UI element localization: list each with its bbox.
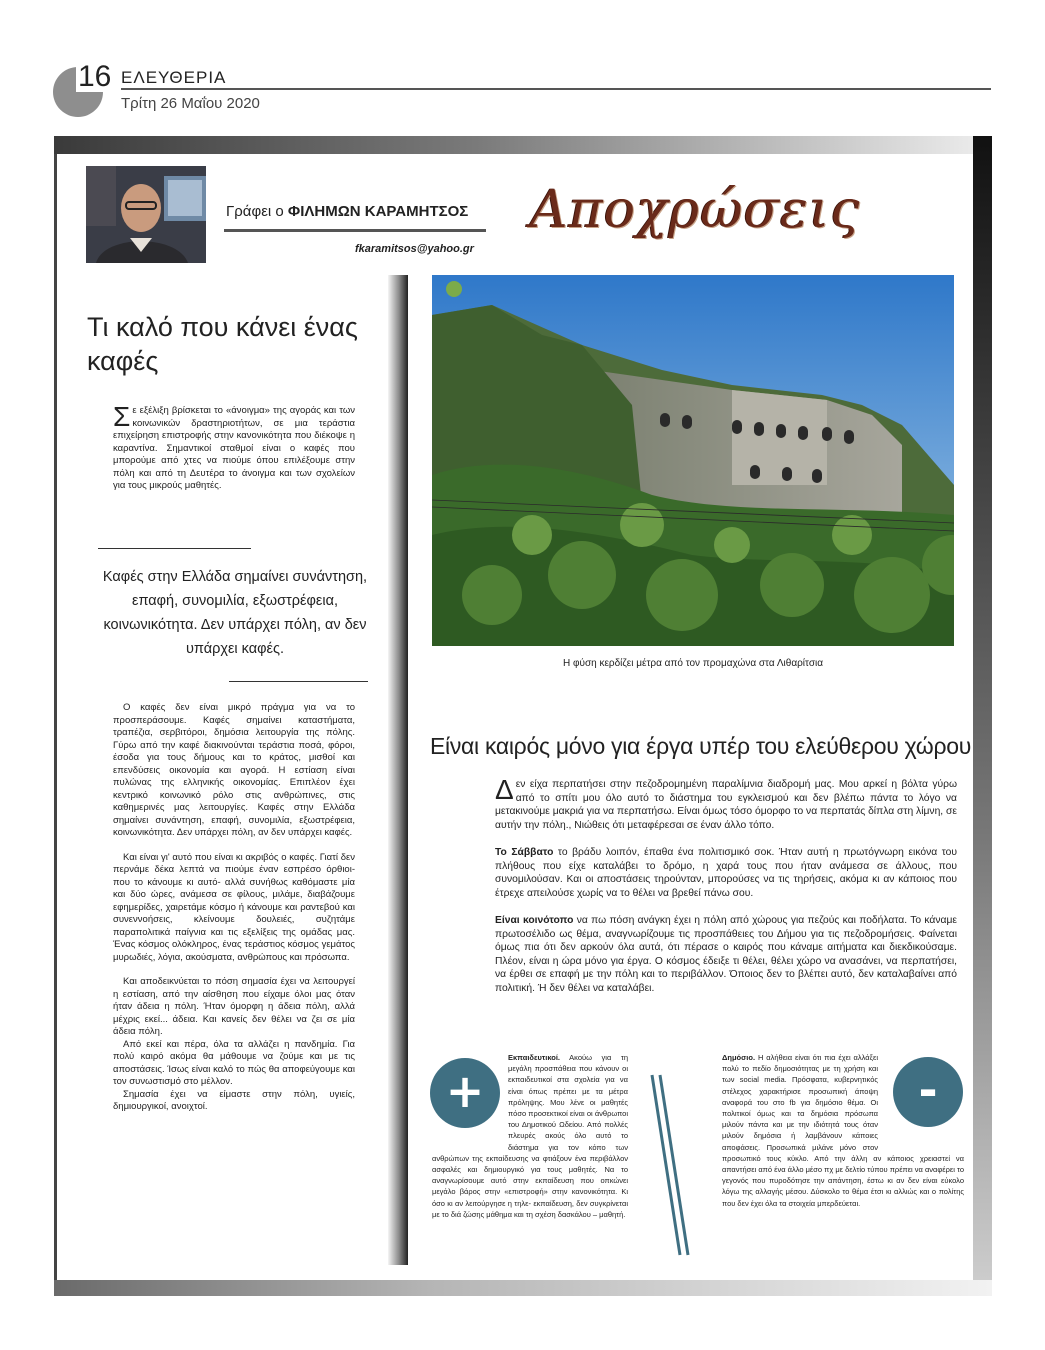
minus-lead: Δημόσιο. [722, 1053, 756, 1062]
right-headline: Είναι καιρός μόνο για έργα υπέρ του ελεύθερου χώρου [430, 733, 972, 759]
author-byline [226, 203, 468, 220]
minus-icon: - [893, 1057, 963, 1127]
column-divider [388, 275, 408, 1265]
author-email[interactable]: fkaramitsos@yahoo.gr [355, 243, 474, 255]
right-paragraph-text: εν είχα περπατήσει στην πεζοδρομημένη παραλίμνια διαδρομή μας. Μου αρκεί η βόλτα γύρω από το σπίτι μου όλο αυτό το διάστημα του εγκλεισμού και δεν βλέπω πάντα το λόγο να μετακινούμε μακριά για να περπατήσω. Είναι όμως τόσο όμορφο το να περπατάς δίπλα στη λίμνη, σε αυτήν την πόλη., Νιώθεις ότι μεταφέρεσαι σε έναν άλλο τόπο. [495, 779, 957, 831]
right-paragraph [495, 846, 957, 900]
right-paragraph [495, 774, 957, 832]
right-paragraph-lead: Είναι κοινότοπο [495, 915, 574, 926]
byline-prefix: Γράφει ο [226, 203, 284, 220]
right-paragraph-lead: Το Σάββατο [495, 847, 554, 858]
lead-text: ε εξέλιξη βρίσκεται το «άνοιγμα» της αγοράς και των κοινωνικών δραστηριοτήτων, σε μια τεράστια επιχείρηση επιστροφής στην κανονικότητα που διέκοψε η καραντίνα. Σημαντικοί σταθμοί είναι ο καφές που μπορούμε από χτες να πιούμε όπου επιλέξουμε στην πόλη και από τη Δευτέρα το άνοιγμα και των σχολείων για τους μικρούς μαθητές. [113, 405, 355, 491]
header-rule [121, 88, 991, 90]
left-paragraph: Και είναι γι' αυτό που είναι κι ακριβός ο καφές. Γιατί δεν περνάμε δέκα λεπτά να πιούμε έναν εσπρέσο όρθιοι- που το κάνουμε κι αυτό- αλλά συνήθως καθόμαστε μία και δύο ώρες, ανάμεσα σε φίλους, μιλάμε, διαβάζουμε εφημερίδες, χαιρετάμε κόσμο ή κάνουμε και ραντεβού και συνεννοήσεις, κλείνουμε δουλειές, συζητάμε παραπολιτικά παίγνια και τις εξελίξεις της ομάδας μας. Ένας κόσμος ολόκληρος, ένας τεράστιος κόσμος γεμάτος μυρωδιές, λόγια, ακούσματα, ανθρώπους και πρόσωπα. [113, 851, 355, 963]
plus-icon: + [430, 1058, 500, 1128]
left-lead [113, 401, 355, 493]
left-frame-bar [54, 154, 57, 1296]
top-frame-bar [54, 136, 992, 154]
slash-divider-icon [640, 1070, 700, 1260]
photo-caption: Η φύση κερδίζει μέτρα από τον προμαχώνα στα Λιθαρίτσια [562, 658, 824, 669]
left-paragraph: Σημασία έχει να είμαστε στην πόλη, υγιείς, δημιουργικοί, ανοιχτοί. [113, 1088, 355, 1112]
newspaper-name: ΕΛΕΥΘΕΡΙΑ [121, 68, 227, 87]
author-name: ΦΙΛΗΜΩΝ ΚΑΡΑΜΗΤΣΟΣ [287, 203, 469, 220]
column-title: Αποχρώσεις [530, 180, 861, 240]
left-body [113, 702, 355, 1126]
bottom-frame-bar [54, 1280, 992, 1296]
right-frame-bar [973, 136, 992, 1296]
left-headline: Τι καλό που κάνει ένας καφές [87, 312, 358, 376]
pullquote-rule-top [98, 548, 251, 549]
left-paragraph: Ο καφές δεν είναι μικρό πράγμα για να το προσπεράσουμε. Καφές σημαίνει καταστήματα, τραπέζια, σερβιτόροι, δημόσια λειτουργία της πόλης. Γύρω από την καφέ διακινούνται τεράστια ποσά, φόροι, έσοδα για τους δήμους και το κράτος, μισθοί και επενδύσεις οικονομία και αγορά. Η εστίαση είναι πυλώνας της ελληνικής οικονομίας. Επιπλέον έχει κεντρικό κοινωνικό ρόλο στις ανθρώπινες, στις καθημερινές μας λειτουργίες. Καφές στην Ελλάδα σημαίνει συνάντηση, επαφή, συνομιλία, εξωστρέφεια, κοινωνικότητα. Δεν υπάρχει πόλη, αν δεν υπάρχει καφές. [113, 702, 355, 838]
plus-text: Ακούω για τη μεγάλη προσπάθεια που κάνουν οι εκπαιδευτικοί στα σχολεία για να είναι όπως πρέπει με τα μέτρα πρόληψης. Μου λένε οι μαθητές πόσο προσεκτικοί είναι οι άνθρωποι του Δημοτικού Ωδείου. Από πολλές πλευρές ακούς όλο αυτό το διάστημα για τον κόπο των ανθρώπων της εκπαίδευσης να φτιάξουν ένα περιβάλλον ασφαλές και δημιουργικό για τους μαθητές. Να το αναγνωρίσουμε αυτό στην εκπαίδευση που οπκώνει μεγάλο βάρος στην «επιστροφή» στην κανονικότητα. Κι όσο κι αν λειτούργησε η τηλε- εκπαίδευση, δεν συγκρίνεται με το διά ζώσης μάθημα και τη σχέση δασκάλου – μαθητή. [432, 1053, 628, 1219]
right-dropcap: Δ [495, 774, 514, 805]
pullquote: Καφές στην Ελλάδα σημαίνει συνάντηση, επαφή, συνομιλία, εξωστρέφεια, κοινωνικότητα. Δεν υπάρχει πόλη, αν δεν υπάρχει καφές. [102, 569, 368, 657]
right-paragraph-text: να πω πόση ανάγκη έχει η πόλη από χώρους για πεζούς και ποδήλατα. Το κάναμε πρωτοσέλιδο ως θέμα, αναγνωρίζουμε τις προσπάθειες του Δήμου για τις πεζοδρομήσεις. Φαίνεται όμως πια ότι δεν αρκούν όλα αυτά, ότι πέρασε ο καιρός που κάναμε αιτήματα και διεκδικούσαμε. Πλέον, είναι η ώρα μόνο για έργα. Ο κόσμος έδειξε τι θέλει, θέλει χώρο να ανασάνει, να περπατήσει, να έρθει σε επαφή με την πόλη και το περιβάλλον. Όποιος δεν το βλέπει αυτό, δεν καταλαβαίνει από πολιτική. Ή δεν θέλει να καταλάβει. [495, 915, 957, 994]
lead-dropcap: Σ [113, 401, 131, 432]
left-paragraph: Και αποδεικνύεται το πόση σημασία έχει να λειτουργεί η εστίαση, από την αίσθηση που είχαμε όλοι μας όταν ήταν άδεια η πόλη. Ήταν όμορφη η άδεια πόλη, αλλά μέχρις εκεί... άδεια. Και κανείς δεν θέλει να ζει σε μία άδεια πόλη. [113, 976, 355, 1037]
right-body [495, 774, 957, 1009]
right-paragraph-text: το βράδυ λοιπόν, έπαθα ένα πολιτισμικό σοκ. Ήταν αυτή η πρωτόγνωρη εικόνα του πλήθους που είχε καταλάβει το δρόμο, η χαρά τους που ήταν ανάμεσα σε άλλους, που συνομιλούσαν. Και οι αποστάσεις τηρούνταν, μπορούσες να τις τηρήσεις, ακόμα κι αν κάποιος που έτρεχε απειλούσε χωρίς να το θέλει να βρεθεί πάνω σου. [495, 847, 957, 899]
author-photo [86, 166, 206, 263]
page-number: 16 [78, 60, 112, 93]
pullquote-rule-bottom [229, 681, 368, 682]
fortress-photo [432, 275, 954, 646]
right-paragraph [495, 914, 957, 995]
left-paragraph: Από εκεί και πέρα, όλα τα αλλάζει η πανδημία. Για πολύ καιρό ακόμα θα μάθουμε να ζούμε και με τις αποστάσεις. Ίσως είναι καλό το πώς θα αποφεύγουμε και τον συνωστισμό στο μέλλον. [113, 1038, 355, 1087]
minus-text: Η αλήθεια είναι ότι πια έχει αλλάξει πολύ το πεδίο δημοσιότητας με τη χρήση και των social media. Πρόσφατα, κυβερνητικός στέλεχος χαρακτήρισε προσωπική άποψη αναφορά του στο fb για δημόσιο θέμα. Οι πολιτικοί όμως και τα δημόσια πρόσωπα μιλούν πάντα και με την ιδιότητά τους όταν μιλούν δημόσια ή λαμβάνουν κάποιες αποφάσεις. Προσωπικά μιλάνε μόνο στον προσωπικό τους κύκλο. Από την άλλη αν κάποιος χρειαστεί να απαντήσει από ένα άλλο μέσο πχ με δελτίο τύπου πρέπει να αναφέρει το γεγονός που πυροδότησε την απάντηση, έστω κι αν δεν είναι εύκολο λόγω της αλλαγής μέσου. Δύσκολο το θέμα έτσι κι αλλιώς και ο πολίτης που δεν έχει όλα τα στοιχεία μπερδεύεται. [722, 1053, 964, 1208]
author-rule [224, 229, 486, 232]
plus-lead: Εκπαιδευτικοί. [508, 1053, 560, 1062]
issue-date: Τρίτη 26 Μαΐου 2020 [121, 95, 260, 112]
